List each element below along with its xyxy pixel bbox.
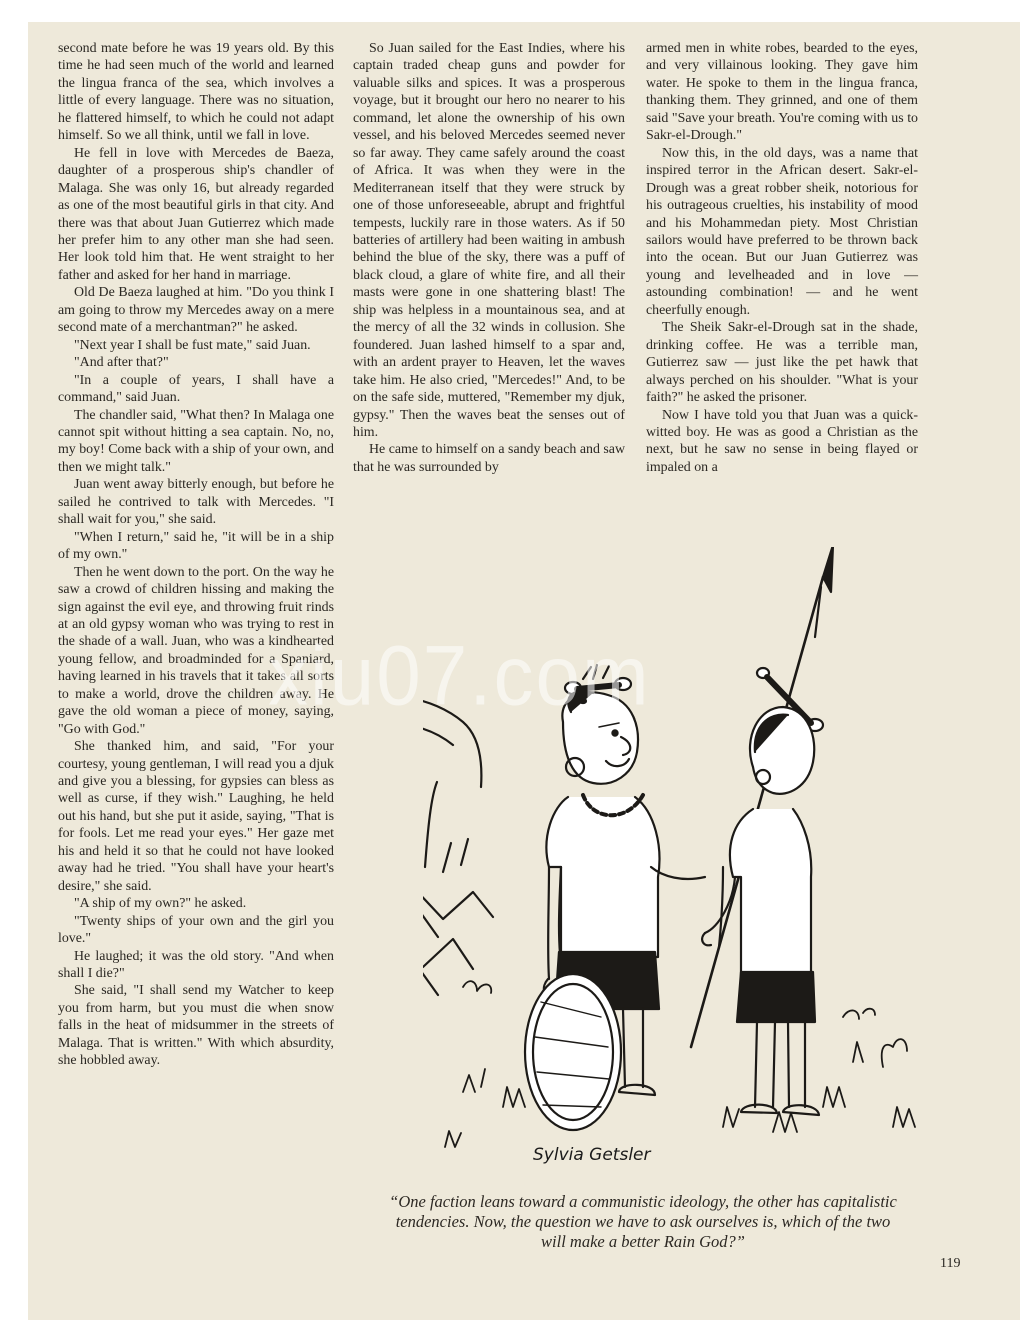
paragraph: She said, "I shall send my Watcher to keep you from harm, but you must die when snow falls in the heat of midsummer in the streets of Malaga. That is written." With which absurdity, she hobbled away. xyxy=(58,983,334,1069)
paragraph: armed men in white robes, bearded to the eyes, and very villainous looking. They gave him water. He spoke to them in the lingua franca, thanking them. They grinned, and one of them said "Save your breath. You're coming with us to Sakr-el-Drough." xyxy=(646,41,918,144)
article-column-2 xyxy=(353,40,625,476)
drum xyxy=(525,974,621,1130)
paragraph: "In a couple of years, I shall have a command," said Juan. xyxy=(58,372,334,406)
paragraph: He fell in love with Mercedes de Baeza, daughter of a prosperous ship's chandler of Malaga. She was only 16, but already regarded as one of the most beautiful girls in that city. And there was that about Juan Gutierrez which made her prefer him to any other man she had seen. Her look told him that. He went straight to her father and asked for her hand in marriage. xyxy=(58,145,334,283)
paragraph: She thanked him, and said, "For your courtesy, young gentleman, I will read you a djuk and give you a blessing, for gypsies can bless as well as curse, if they wish." Laughing, he held out his hand, but she put it aside, saying, "That is for fools. Let me read your eyes." Her gaze met his and held it so that he could not have looked away had he tried. "You shall have your heart's desire," she said. xyxy=(58,739,334,894)
grass-tufts xyxy=(445,981,915,1147)
article-column-3 xyxy=(646,40,918,476)
paragraph: Juan went away bitterly enough, but before he sailed he contrived to talk with Mercedes. "I shall wait for you," she said. xyxy=(58,477,334,528)
paragraph: Now I have told you that Juan was a quick-witted boy. He was as good a Christian as the next, but he saw no sense in being flayed or impaled on a xyxy=(646,407,918,475)
artist-signature: Sylvia Getsler xyxy=(533,1145,651,1165)
paragraph: "Twenty ships of your own and the girl you love." xyxy=(58,913,334,947)
paragraph: So Juan sailed for the East Indies, where his captain traded cheap guns and powder for valuable silks and spices. It was a prosperous voyage, but it brought our hero no nearer to his command, let alone the ownership of his own vessel, and his beloved Mercedes seemed never so far away. They came safely around the coast of Africa. It was when they were in the Mediterranean itself that they were struck by one of those unforeseeable, abrupt and frightful tempests, luckily rare in those waters. As if 50 batteries of artillery had been waiting in ambush behind the blue of the sky, there was a puff of black cloud, a glare of white fire, and all their masts were gone in one shattering blast! The ship was helpless in a mountainous sea, and at the mercy of all the 32 winds in collusion. She foundered. Juan lashed himself to a spar and, with an ardent prayer to Heaven, let the waves take him. He also cried, "Mercedes!" And, to be on the safe side, muttered, "Remember my djuk, gypsy." Then the waves beat the senses out of him. xyxy=(353,41,625,440)
cartoon-caption: “One faction leans toward a communistic ideology, the other has capitalistic tendencies. Now, the question we have to ask ourselves is, which of the two will make a better Rain God?” xyxy=(389,1192,897,1251)
paragraph: second mate before he was 19 years old. By this time he had seen much of the world and learned the lingua franca of the sea, which involves a little of every language. There was no situation, he flattered himself, to which he could not adapt himself. So we all think, until we fall in love. xyxy=(58,41,334,144)
paragraph: "Next year I shall be fust mate," said Juan. xyxy=(74,337,311,353)
paragraph: Now this, in the old days, was a name that inspired terror in the African desert. Sakr-el-Drough was a great robber sheik, notorious for his outrageous cruelties, his instability of mood and his Mohammedan piety. Most Christian sailors would have preferred to be thrown back into the ocean. But our Juan Gutierrez was young and levelheaded and in love — astounding combination! — and he went cheerfully enough. xyxy=(646,145,918,318)
paragraph: "When I return," said he, "it will be in a ship of my own." xyxy=(58,529,334,563)
magazine-page xyxy=(28,22,1020,1320)
article-column-1 xyxy=(58,40,334,1070)
paragraph: He came to himself on a sandy beach and saw that he was surrounded by xyxy=(353,442,625,475)
paragraph: Old De Baeza laughed at him. "Do you think I am going to throw my Mercedes away on a mere second mate of a merchantman?" he asked. xyxy=(58,285,334,336)
paragraph: The chandler said, "What then? In Malaga one cannot spit without hitting a sea captain. No, no, my boy! Come back with a ship of your own, and then we might talk." xyxy=(58,407,334,475)
watermark: xiu07.com xyxy=(268,628,651,723)
right-tribesman xyxy=(702,668,823,1115)
paragraph: The Sheik Sakr-el-Drough sat in the shade, drinking coffee. He was a terrible man, Gutierrez saw — just like the pet hawk that always perched on his shoulder. "What is your faith?" he asked the prisoner. xyxy=(646,320,918,406)
paragraph: Then he went down to the port. On the way he saw a crowd of children hissing and making the sign against the evil eye, and throwing fruit rinds at an old gypsy woman who was trying to rest in the shade of a wall. Juan, who was a kindhearted young fellow, and broadminded for a Spaniard, having learned in his travels that it takes all sorts to make a world, drove the children away. He gave the old woman a piece of money, saying, "Go with God." xyxy=(58,564,334,737)
hut-thatch xyxy=(423,696,493,995)
page-number: 119 xyxy=(940,1256,961,1271)
paragraph: "And after that?" xyxy=(74,355,169,371)
paragraph: He laughed; it was the old story. "And when shall I die?" xyxy=(58,948,334,982)
paragraph: "A ship of my own?" he asked. xyxy=(74,896,247,912)
